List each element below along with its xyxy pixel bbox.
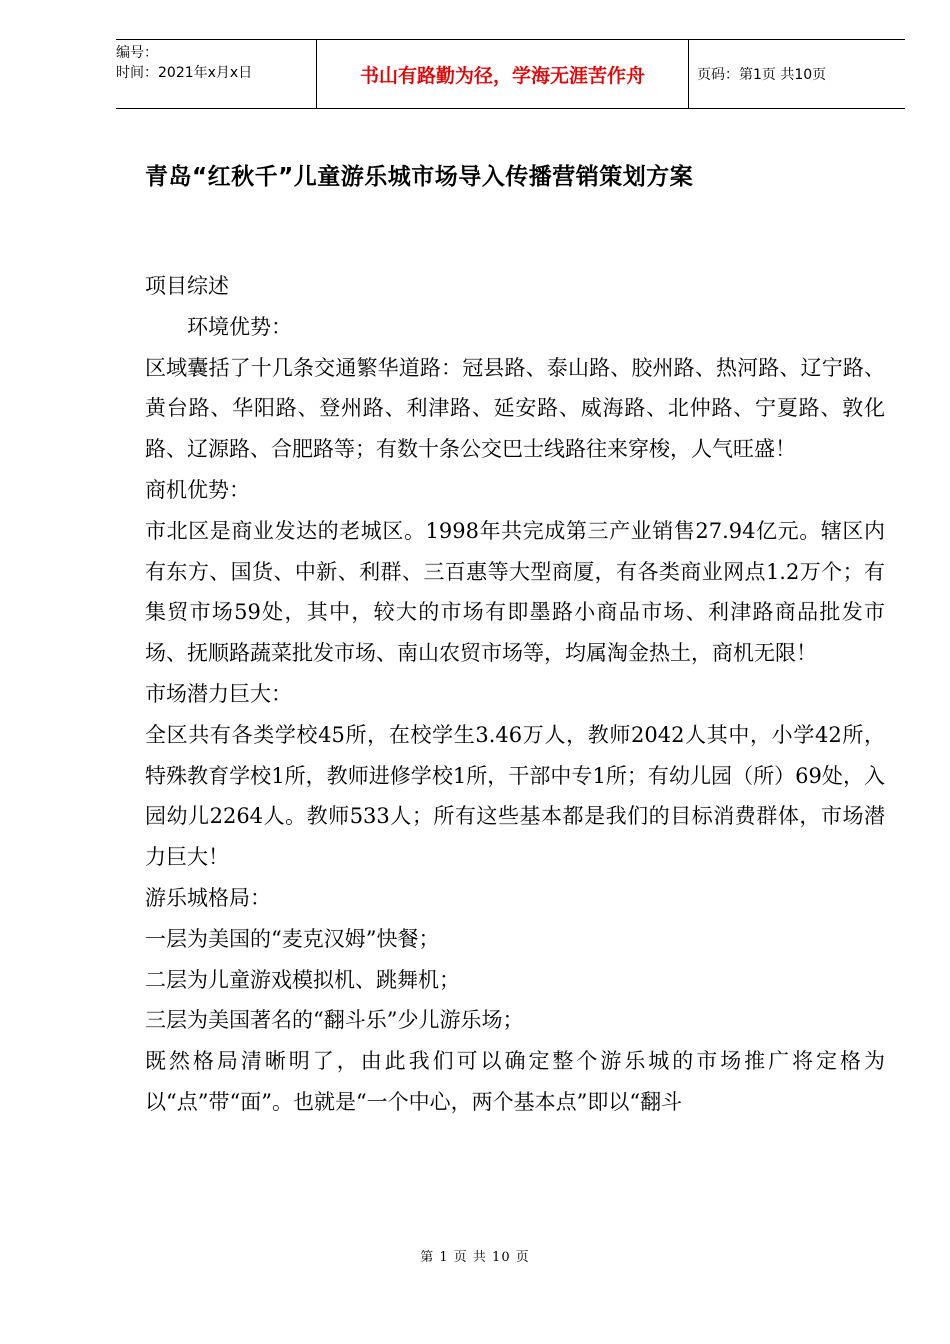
header-number: 编号：	[116, 45, 158, 61]
header-page-info: 页码：第1页 共10页	[697, 67, 827, 83]
paragraph-business: 市北区是商业发达的老城区。1998年共完成第三产业销售27.94亿元。辖区内有东方、国货、中新、利群、三百惠等大型商厦，有各类商业网点1.2万个；有集贸市场59处，其中，较大的市场有即墨路小商品市场、利津路商品批发市场、抚顺路蔬菜批发市场、南山农贸市场等，均属淘金热土，商机无限！	[145, 518, 885, 666]
section-heading-layout: 游乐城格局：	[145, 885, 271, 910]
page-footer: 第 1 页 共 10 页	[420, 1250, 530, 1265]
layout-floor-1: 一层为美国的“麦克汉姆”快餐；	[145, 926, 440, 951]
section-heading-market: 市场潜力巨大：	[145, 681, 292, 706]
header-table	[116, 39, 905, 109]
document-body	[145, 266, 885, 1123]
section-heading-business: 商机优势：	[145, 477, 250, 502]
header-meta-cell	[116, 40, 316, 108]
section-heading-overview: 项目综述	[145, 274, 229, 298]
section-heading-environment: 环境优势：	[187, 314, 292, 339]
header-motto: 书山有路勤为径，学海无涯苦作舟	[316, 40, 689, 108]
paragraph-strategy: 既然格局清晰明了，由此我们可以确定整个游乐城的市场推广将定格为以“点”带“面”。也就是“一个中心，两个基本点”即以“翻斗	[145, 1049, 885, 1114]
header-time: 时间：2021年x月x日	[116, 65, 253, 81]
document-title: 青岛“红秋千”儿童游乐城市场导入传播营销策划方案	[145, 164, 694, 190]
layout-floor-3: 三层为美国著名的“翻斗乐”少儿游乐场；	[145, 1008, 524, 1033]
paragraph-market: 全区共有各类学校45所，在校学生3.46万人，教师2042人其中，小学42所，特殊教育学校1所，教师进修学校1所，干部中专1所；有幼儿园（所）69处，入园幼儿2264人。教师533人；所有这些基本都是我们的目标消费群体，市场潜力巨大！	[145, 722, 885, 870]
paragraph-environment: 区域囊括了十几条交通繁华道路：冠县路、泰山路、胶州路、热河路、辽宁路、黄台路、华阳路、登州路、利津路、延安路、威海路、北仲路、宁夏路、敦化路、辽源路、合肥路等；有数十条公交巴士线路往来穿梭，人气旺盛！	[145, 355, 885, 462]
layout-floor-2: 二层为儿童游戏模拟机、跳舞机；	[145, 967, 460, 992]
